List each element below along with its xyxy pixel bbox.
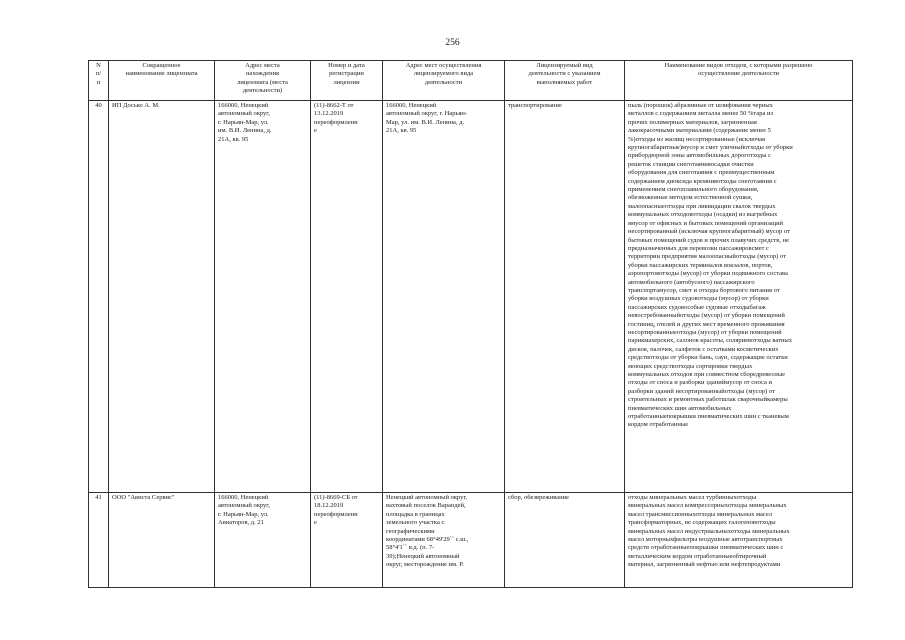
license-number-date [311,101,383,493]
text-line: прибордюрной зоны автомобильных дороготходы с [628,152,771,160]
text-line: парикмахерских, салонов красоты, соляриевотходы ватных [628,337,792,345]
text-line: земельного участка с [386,519,445,527]
activity-address [383,493,505,588]
text-line: трансформаторных, не содержащих галогеновотходы [628,519,776,527]
text-line: округ, месторождение им. Р. [386,561,464,569]
table-row [89,493,853,588]
text-line: несортированныеотходы (мусор) от уборки помещений [628,328,782,336]
text-line: лицензируемого вида [413,70,474,78]
text-line: дисков, палочек, салфеток с остатками косметических [628,345,779,353]
text-line: металлическим кордом отработанныеобтирочный [628,552,767,560]
text-line: масел трансмиссионныхотходы минеральных масел [628,510,772,518]
header-licensee-address [215,61,311,101]
license-number-date [311,493,383,588]
text-line: крупногабаритные)мусор и смет уличныйотходы от уборки [628,144,793,152]
text-line: моющих средствотходы сортировки твердых [628,362,753,370]
row-number: 40 [89,101,109,493]
text-line: выполняемых работ [536,78,593,86]
text-line: предназначенных для перевозки пассажировсмет с [628,244,769,252]
text-line: 21А, кв. 95 [218,135,249,143]
text-line: автомобильного (автобусного) пассажирского [628,278,755,286]
text-line: регистрации [329,70,364,78]
text-line: N [96,62,101,69]
text-line: ООО "Ависта Сервис" [112,494,175,501]
license-registry-table [88,60,853,588]
text-line: Наименование видов отходов, с которыми разрешено [664,62,813,69]
text-line: площадка в границах [386,510,445,518]
text-line: 39);Ненецкий автономный [386,552,460,560]
text-line: уборки пассажирских терминалов вокзалов, портов, [628,261,773,269]
licensee-address [215,101,311,493]
licensee-name [109,493,215,588]
text-line: 21А, кв. 95 [386,127,417,135]
text-line: 166000, Ненецкий [386,102,437,109]
text-line: пассажирских судовособые судовые отходыбагаж [628,303,766,311]
text-line: осуществление деятельности [697,70,780,78]
text-line: Адрес места [245,62,280,69]
header-licensee-name [109,61,215,101]
header-activity-address [383,61,505,101]
text-line: содержанием диоксида кремнияотходы снеготаяния с [628,177,777,185]
text-line: %)отходы из жилищ несортированные (исключая [628,135,765,143]
header-waste-types [625,61,853,101]
text-line: 18.12.2019 [314,502,344,510]
text-line: е [314,519,317,527]
text-line: ямусор от офисных и бытовых помещений организаций [628,219,784,227]
activity-address [383,101,505,493]
text-line: 58°4'1`` в.д. (п. 7- [386,544,435,552]
text-line: несортированный (исключая крупногабаритный) мусор от [628,228,790,236]
table-header-row [89,61,853,101]
text-line: транспортирование [508,102,562,109]
text-line: п/ [95,70,102,78]
activity-kind [505,493,625,588]
text-line: им. В.И. Ленина, д. [218,127,272,135]
text-line: пневматических шин автомобильных [628,404,732,412]
activity-kind [505,101,625,493]
text-line: географическими [386,527,435,535]
text-line: Адрес мест осуществления [405,62,482,69]
text-line: лакокрасочными материалами (содержание менее 5 [628,127,771,135]
text-line: решеток станции снеготаянияосадки очистки [628,160,754,168]
text-line: оборудования для снеготаяния с преимущественным [628,169,775,177]
text-line: коммунальных отходовотходы (осадки) из выгребных [628,211,778,219]
row-number: 41 [89,493,109,588]
text-line: пыль (порошок) абразивные от шлифования черных [628,102,773,109]
licensee-address [215,493,311,588]
text-line: отработанныепокрышки пневматических шин с тканевым [628,413,789,421]
text-line: переоформлени [314,118,358,126]
text-line: 166000, Ненецкий [218,494,269,501]
page-number: 256 [445,38,460,48]
text-line: прочих полимерных материалов, загрязненная [628,118,757,126]
header-activity-kind [505,61,625,101]
text-line: деятельности с указанием [528,70,601,78]
text-line: средствотходы от уборки бань, саун, содержащие остатки [628,354,788,362]
text-line: разборки зданий несортированныйотходы (мусор) от [628,387,775,395]
text-line: бытовых помещений судов и прочих плавучих средств, не [628,236,789,244]
text-line: п [96,78,101,86]
text-line: автономный округ, г. Нарьян- [386,110,468,118]
text-line: малоопасныеотходы при ликвидации свалок твердых [628,202,776,210]
text-line: невостребованныйотходы (мусор) от уборки помещений [628,312,785,320]
text-line: Сокращенное [142,62,181,69]
text-line: масел моторныхфильтры воздушные автотранспортных [628,536,783,544]
text-line: применением снегоплавильного оборудования, [628,186,759,194]
text-line: территории предприятия малоопасныйотходы (мусор) от [628,253,786,261]
text-line: автономный округ, [218,110,270,118]
text-line: наименование лицензиата [125,70,198,78]
text-line: г. Нарьян-Мар, ул. [218,118,269,126]
text-line: нахождения [245,70,280,78]
text-line: ИП Досько А. М. [112,102,160,109]
text-line: отходы от сноса и разборки зданиймусор от сноса и [628,379,772,387]
text-line: 13.12.2019 [314,110,344,118]
text-line: гостиниц, отелей и других мест временного проживания [628,320,785,328]
text-line: вахтовый поселок Варандей, [386,502,466,510]
text-line: автономный округ, [218,502,270,510]
text-line: минеральных масел компрессорныхотходы минеральных [628,502,787,510]
header-number [89,61,109,101]
text-line: деятельности) [242,87,283,95]
waste-types [625,493,853,588]
text-line: Мар, ул. им. В.И. Ленина, д. [386,118,465,126]
text-line: обезвоженные методом естественной сушки, [628,194,753,202]
text-line: (11)-8669-СБ от [314,494,358,501]
text-line: Лицензируемый вид [536,62,593,69]
text-line: аэропортовотходы (мусор) от уборки подвижного состава [628,270,788,278]
text-line: переоформлени [314,510,358,518]
licensee-name [109,101,215,493]
text-line: металлов с содержанием металла менее 50 %тара из [628,110,774,118]
text-line: материал, загрязненный нефтью или нефтепродуктами [628,561,781,569]
text-line: коммунальных отходов при совместном сборедревесные [628,371,785,378]
text-line: (11)-8662-Т от [314,102,354,109]
text-line: средств отработанныепокрышки пневматических шин с [628,544,784,552]
text-line: координатами 68°49'29`` с.ш., [386,536,469,544]
text-line: е [314,127,317,135]
text-line: строительных и ремонтных работшлак сварочныйкамеры [628,396,788,404]
text-line: Ненецкий автономный округ, [386,494,468,501]
header-license-number-date [311,61,383,101]
text-line: Авиаторов, д. 21 [218,519,264,527]
waste-types [625,101,853,493]
text-line: минеральных масел индустриальныхотходы минеральных [628,527,790,535]
text-line: лицензиата (места [237,78,288,86]
text-line: транспортамусор, смет и отходы бортового питания от [628,286,780,294]
text-line: кордом отработанные [628,421,689,429]
text-line: 166000, Ненецкий [218,102,269,109]
table-row [89,101,853,493]
text-line: отходы минеральных масел турбинныхотходы [628,494,757,501]
text-line: уборки воздушных судовотходы (мусор) от уборки [628,295,769,303]
text-line: Номер и дата [328,62,365,69]
text-line: деятельности [424,78,463,86]
text-line: лицензии [333,78,360,86]
text-line: г. Нарьян-Мар, ул. [218,510,269,518]
text-line: сбор, обезвреживание [508,494,569,501]
